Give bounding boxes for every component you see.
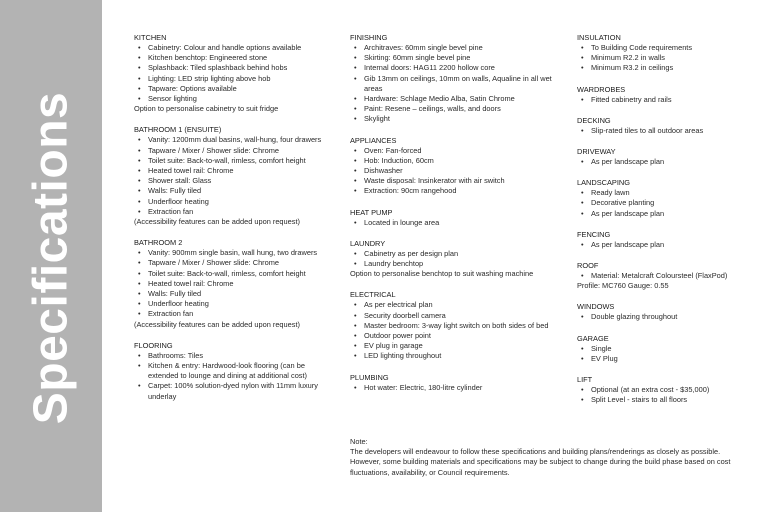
list-item: • Tapware / Mixer / Shower slide: Chrome xyxy=(134,146,334,156)
list-item: • Dishwasher xyxy=(350,166,560,176)
spec-column-3 xyxy=(577,33,757,416)
spec-list xyxy=(577,312,757,322)
section-title: HEAT PUMP xyxy=(350,207,393,217)
list-item: • Waste disposal: Insinkerator with air switch xyxy=(350,176,560,186)
section-title: PLUMBING xyxy=(350,372,389,382)
spec-section xyxy=(350,239,560,280)
page-title: Specifications xyxy=(24,91,78,425)
list-item: • Heated towel rail: Chrome xyxy=(134,279,334,289)
list-item: • Kitchen benchtop: Engineered stone xyxy=(134,53,334,63)
spec-section xyxy=(134,125,334,227)
list-item: • As per landscape plan xyxy=(577,240,757,250)
list-item: • Extraction fan xyxy=(134,207,334,217)
spec-list xyxy=(577,240,757,250)
spec-section xyxy=(577,116,757,136)
spec-list xyxy=(577,95,757,105)
list-item: • Single xyxy=(577,344,757,354)
spec-list xyxy=(134,135,334,217)
spec-list xyxy=(134,43,334,104)
spec-section xyxy=(134,33,334,114)
spec-list xyxy=(577,157,757,167)
list-item: • Toilet suite: Back-to-wall, rimless, comfort height xyxy=(134,156,334,166)
list-item: • Hob: Induction, 60cm xyxy=(350,156,560,166)
list-item: • Underfloor heating xyxy=(134,197,334,207)
list-item: • Carpet: 100% solution-dyed nylon with 11mm luxury underlay xyxy=(134,381,334,401)
list-item: • Lighting: LED strip lighting above hob xyxy=(134,74,334,84)
list-item: • Skirting: 60mm single bevel pine xyxy=(350,53,560,63)
spec-list xyxy=(577,271,757,281)
section-title: FINISHING xyxy=(350,33,388,42)
section-title: INSULATION xyxy=(577,33,621,42)
list-item: • Material: Metalcraft Coloursteel (FlaxPod) xyxy=(577,271,757,281)
section-title: DECKING xyxy=(577,115,611,125)
section-title: LAUNDRY xyxy=(350,238,386,248)
section-note: (Accessibility features can be added upon request) xyxy=(134,319,300,329)
spec-list xyxy=(350,43,560,125)
section-title: KITCHEN xyxy=(134,33,167,42)
note-text: The developers will endeavour to follow these specifications and building plans/renderings as closely as possible. However, some building materials and specifications may be subject to change during the build phase based on cost fluctuations, availability, or Council requirements. xyxy=(350,447,731,477)
section-note: (Accessibility features can be added upon request) xyxy=(134,217,300,227)
list-item: • Gib 13mm on ceilings, 10mm on walls, Aqualine in all wet areas xyxy=(350,74,560,94)
spec-section xyxy=(350,208,560,228)
list-item: • Located in lounge area xyxy=(350,218,560,228)
list-item: • Oven: Fan-forced xyxy=(350,146,560,156)
list-item: • Heated towel rail: Chrome xyxy=(134,166,334,176)
spec-section xyxy=(577,147,757,167)
list-item: • Slip-rated tiles to all outdoor areas xyxy=(577,126,757,136)
list-item: • Cabinetry: Colour and handle options available xyxy=(134,43,334,53)
spec-section xyxy=(577,334,757,364)
list-item: • As per landscape plan xyxy=(577,209,757,219)
list-item: • Tapware / Mixer / Shower slide: Chrome xyxy=(134,258,334,268)
section-title: APPLIANCES xyxy=(350,135,397,145)
list-item: • EV plug in garage xyxy=(350,341,560,351)
list-item: • Fitted cabinetry and rails xyxy=(577,95,757,105)
spec-list xyxy=(350,383,560,393)
list-item: • Toilet suite: Back-to-wall, rimless, comfort height xyxy=(134,269,334,279)
section-title: LIFT xyxy=(577,375,593,385)
list-item: • Shower stall: Glass xyxy=(134,176,334,186)
spec-list xyxy=(134,248,334,319)
spec-section xyxy=(350,290,560,361)
list-item: • Underfloor heating xyxy=(134,299,334,309)
spec-section xyxy=(577,375,757,405)
list-item: • Cabinetry as per design plan xyxy=(350,249,560,259)
note-label: Note: xyxy=(350,437,368,446)
spec-list xyxy=(577,344,757,364)
section-title: DRIVEWAY xyxy=(577,147,616,157)
section-title: FLOORING xyxy=(134,340,173,350)
spec-section xyxy=(577,85,757,105)
section-title: BATHROOM 2 xyxy=(134,238,183,248)
spec-list xyxy=(577,43,757,74)
spec-section xyxy=(577,178,757,219)
list-item: • Tapware: Options available xyxy=(134,84,334,94)
spec-column-1 xyxy=(134,33,334,413)
spec-list xyxy=(350,300,560,361)
section-title: WARDROBES xyxy=(577,84,626,94)
list-item: • Internal doors: HAG11 2200 hollow core xyxy=(350,63,560,73)
spec-section xyxy=(134,238,334,330)
spec-section xyxy=(577,302,757,322)
spec-section xyxy=(350,33,560,125)
section-title: ROOF xyxy=(577,261,599,271)
section-title: BATHROOM 1 (ENSUITE) xyxy=(134,125,222,135)
list-item: • Walls: Fully tiled xyxy=(134,289,334,299)
list-item: • Minimum R3.2 in ceilings xyxy=(577,63,757,73)
list-item: • Master bedroom: 3-way light switch on both sides of bed xyxy=(350,321,560,331)
list-item: • Skylight xyxy=(350,114,560,124)
spec-section xyxy=(350,136,560,197)
list-item: • Optional (at an extra cost - $35,000) xyxy=(577,385,757,395)
section-title: ELECTRICAL xyxy=(350,290,396,300)
list-item: • Outdoor power point xyxy=(350,331,560,341)
note-block xyxy=(350,437,750,478)
spec-section xyxy=(577,33,757,74)
list-item: • Hot water: Electric, 180-litre cylinder xyxy=(350,383,560,393)
list-item: • Split Level - stairs to all floors xyxy=(577,395,757,405)
list-item: • Vanity: 1200mm dual basins, wall-hung, four drawers xyxy=(134,135,334,145)
spec-list xyxy=(577,385,757,405)
list-item: • Bathrooms: Tiles xyxy=(134,351,334,361)
list-item: • Paint: Resene – ceilings, walls, and doors xyxy=(350,104,560,114)
spec-list xyxy=(350,218,560,228)
spec-list xyxy=(134,351,334,402)
spec-column-2 xyxy=(350,33,560,404)
list-item: • Architraves: 60mm single bevel pine xyxy=(350,43,560,53)
section-note: Option to personalise cabinetry to suit fridge xyxy=(134,104,279,114)
spec-list xyxy=(577,188,757,219)
list-item: • Walls: Fully tiled xyxy=(134,186,334,196)
spec-section xyxy=(577,261,757,291)
list-item: • Minimum R2.2 in walls xyxy=(577,53,757,63)
section-title: WINDOWS xyxy=(577,302,615,312)
section-note: Option to personalise benchtop to suit washing machine xyxy=(350,269,534,279)
list-item: • Sensor lighting xyxy=(134,94,334,104)
list-item: • Decorative planting xyxy=(577,198,757,208)
list-item: • Laundry benchtop xyxy=(350,259,560,269)
list-item: • As per electrical plan xyxy=(350,300,560,310)
section-title: FENCING xyxy=(577,229,611,239)
spec-section xyxy=(350,373,560,393)
list-item: • Double glazing throughout xyxy=(577,312,757,322)
list-item: • LED lighting throughout xyxy=(350,351,560,361)
spec-list xyxy=(350,249,560,269)
list-item: • Splashback: Tiled splashback behind hobs xyxy=(134,63,334,73)
section-note: Profile: MC760 Gauge: 0.55 xyxy=(577,281,669,291)
section-title: GARAGE xyxy=(577,333,609,343)
section-title: LANDSCAPING xyxy=(577,178,630,188)
list-item: • Extraction fan xyxy=(134,309,334,319)
spec-list xyxy=(350,146,560,197)
spec-list xyxy=(577,126,757,136)
spec-section xyxy=(134,341,334,402)
list-item: • To Building Code requirements xyxy=(577,43,757,53)
list-item: • Vanity: 900mm single basin, wall hung, two drawers xyxy=(134,248,334,258)
list-item: • As per landscape plan xyxy=(577,157,757,167)
spec-section xyxy=(577,230,757,250)
list-item: • EV Plug xyxy=(577,354,757,364)
list-item: • Ready lawn xyxy=(577,188,757,198)
list-item: • Extraction: 90cm rangehood xyxy=(350,186,560,196)
list-item: • Security doorbell camera xyxy=(350,311,560,321)
list-item: • Hardware: Schlage Medio Alba, Satin Chrome xyxy=(350,94,560,104)
list-item: • Kitchen & entry: Hardwood-look flooring (can be extended to lounge and dining at additional cost) xyxy=(134,361,334,381)
sidebar xyxy=(0,0,102,512)
